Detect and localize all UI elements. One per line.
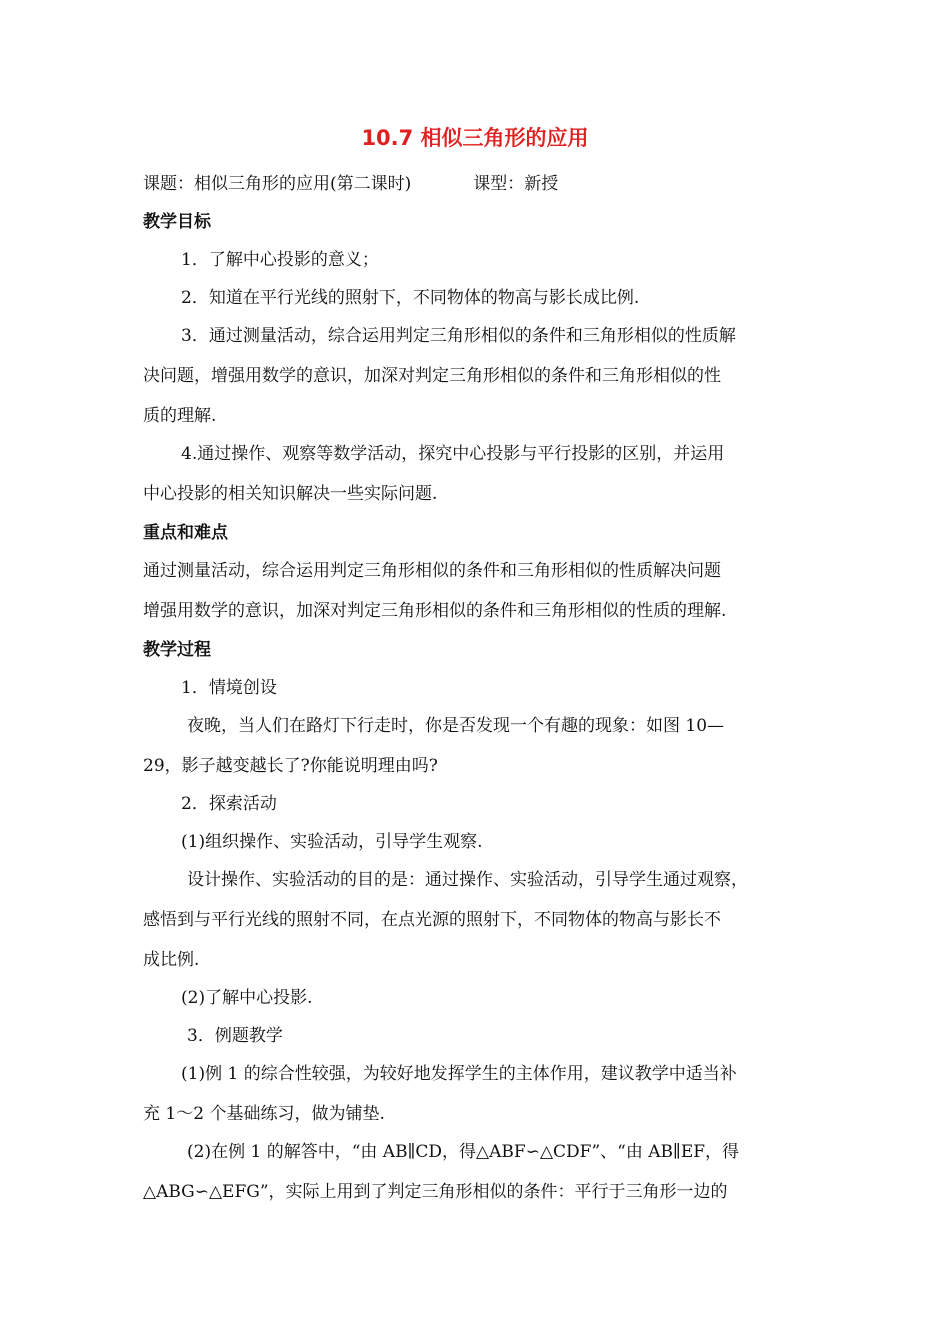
process-step-3-b-line-2: △ABG∽△EFG”，实际上用到了判定三角形相似的条件：平行于三角形一边的 xyxy=(143,1182,728,1202)
process-heading: 教学过程 xyxy=(143,640,211,660)
key-points-line-1: 通过测量活动，综合运用判定三角形相似的条件和三角形相似的性质解决问题 xyxy=(143,561,721,581)
objective-1: 1．了解中心投影的意义； xyxy=(181,250,379,270)
process-step-2: 2．探索活动 xyxy=(181,794,277,814)
process-step-3-a-line-1: (1)例 1 的综合性较强，为较好地发挥学生的主体作用，建议教学中适当补 xyxy=(181,1064,737,1084)
process-step-2-a: (1)组织操作、实验活动，引导学生观察. xyxy=(181,832,483,852)
key-points-line-2: 增强用数学的意识，加深对判定三角形相似的条件和三角形相似的性质的理解. xyxy=(143,601,727,621)
lesson-type: 课型：新授 xyxy=(473,174,559,194)
process-step-2-b-line-2: 感悟到与平行光线的照射不同，在点光源的照射下，不同物体的物高与影长不 xyxy=(143,910,721,930)
objective-3-line-2: 决问题，增强用数学的意识，加深对判定三角形相似的条件和三角形相似的性 xyxy=(143,366,721,386)
process-step-2-b-line-3: 成比例. xyxy=(143,950,200,970)
objective-4-line-2: 中心投影的相关知识解决一些实际问题. xyxy=(143,484,438,504)
objective-2: 2．知道在平行光线的照射下，不同物体的物高与影长成比例. xyxy=(181,288,640,308)
process-step-2-c: (2)了解中心投影. xyxy=(181,988,313,1008)
lesson-topic: 课题：相似三角形的应用(第二课时) xyxy=(143,174,412,194)
objectives-heading: 教学目标 xyxy=(143,212,211,232)
process-step-1: 1．情境创设 xyxy=(181,678,277,698)
objective-4-line-1: 4.通过操作、观察等数学活动，探究中心投影与平行投影的区别，并运用 xyxy=(181,444,725,464)
page-title: 10.7 相似三角形的应用 xyxy=(361,126,589,150)
key-points-heading: 重点和难点 xyxy=(143,523,228,543)
process-step-3: 3．例题教学 xyxy=(187,1026,283,1046)
process-step-1-line-1: 夜晚，当人们在路灯下行走时，你是否发现一个有趣的现象：如图 10— xyxy=(187,716,725,736)
process-step-3-b-line-1: (2)在例 1 的解答中，“由 AB∥CD，得△ABF∽△CDF”、“由 AB∥EF，得 xyxy=(187,1142,740,1162)
objective-3-line-1: 3．通过测量活动，综合运用判定三角形相似的条件和三角形相似的性质解 xyxy=(181,326,736,346)
process-step-3-a-line-2: 充 1～2 个基础练习，做为铺垫. xyxy=(143,1104,385,1124)
lesson-meta xyxy=(143,172,558,196)
process-step-2-b-line-1: 设计操作、实验活动的目的是：通过操作、实验活动，引导学生通过观察， xyxy=(187,870,748,890)
process-step-1-line-2: 29，影子越变越长了?你能说明理由吗? xyxy=(143,756,438,776)
objective-3-line-3: 质的理解. xyxy=(143,406,217,426)
